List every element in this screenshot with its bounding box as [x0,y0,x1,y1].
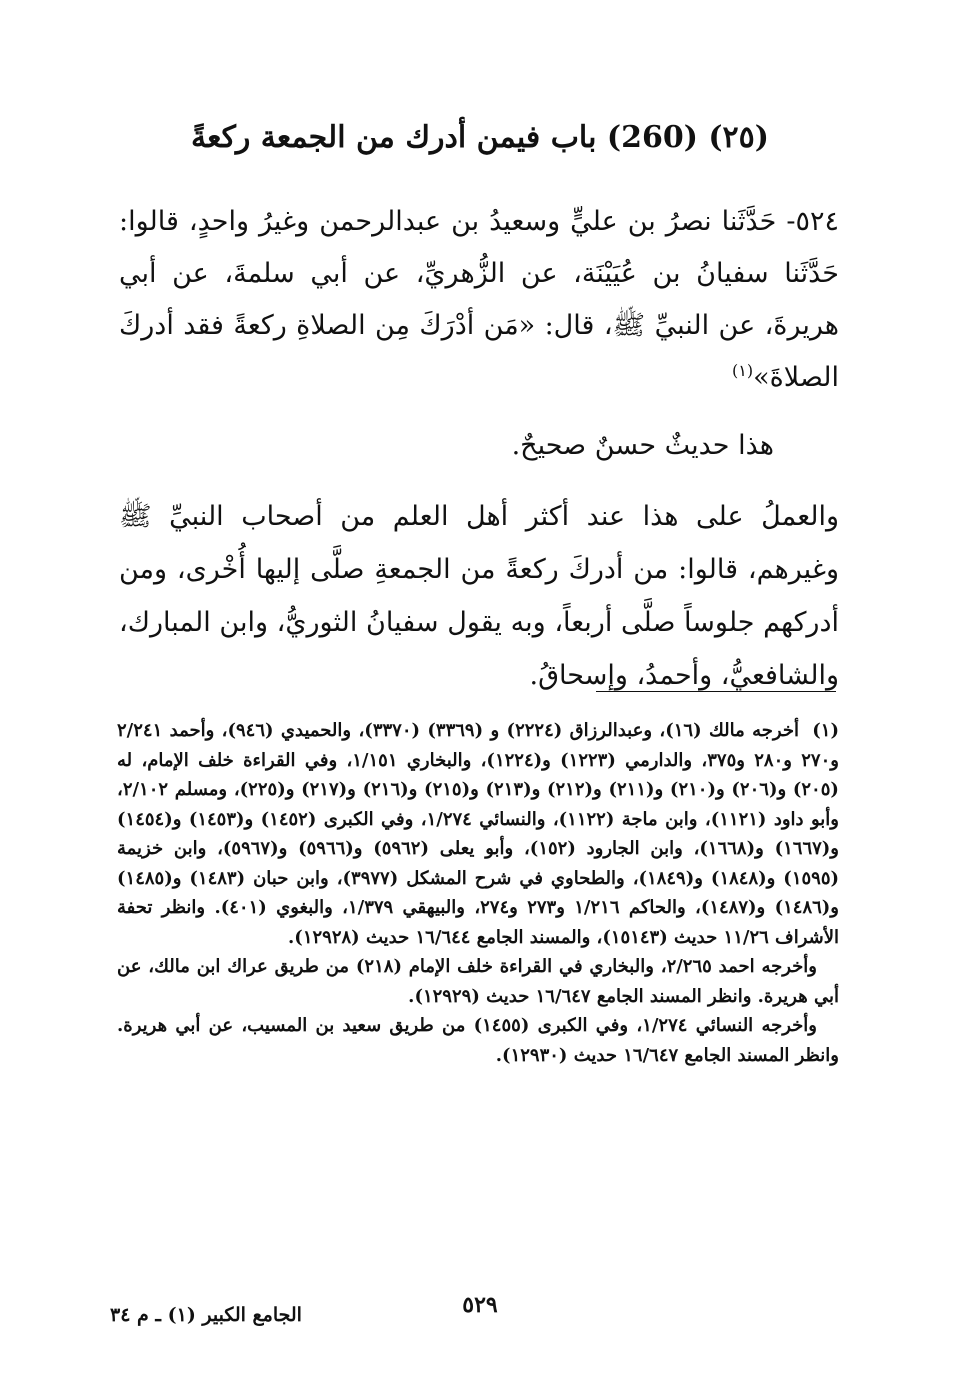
page-number: ٥٢٩ [462,1292,498,1318]
footnote-text-1: أخرجه مالك (١٦)، وعبدالرزاق (٢٢٢٤) و (٣٣٦٩) (٣٣٧٠)، والحميدي (٩٤٦)، وأحمد ٢/٢٤١ و٢٧٠ و٢٨٠ و٣٧٥، والدارمي (١٢٢٣) و(١٢٢٤)، والبخاري ١/١٥١، وفي القراءة خلف الإمام، له (٢٠٥) و(٢٠٦) و(٢١٠) و(٢١١) و(٢١٢) و(٢١٣) و(٢١٥) و(٢١٦) و(٢١٧) و(٢٢٥)، ومسلم ٢/١٠٢، وأبو داود (١١٢١)، وابن ماجة (١١٢٢)، والنسائي ١/٢٧٤، وفي الكبرى (١٤٥٢) و(١٤٥٣) و(١٤٥٤) و(١٦٦٧) و(١٦٦٨)، وابن الجارود (١٥٢)، وأبو يعلى (٥٩٦٢) و(٥٩٦٦) و(٥٩٦٧)، وابن خزيمة (١٥٩٥) و(١٨٤٨) و(١٨٤٩)، والطحاوي في شرح المشكل (٣٩٧٧)، وابن حبان (١٤٨٣) و(١٤٨٥) و(١٤٨٦) و(١٤٨٧)، والحاكم ١/٢١٦ و٢٧٣ و٢٧٤، والبيهقي ١/٣٧٩، والبغوي (٤٠١). وانظر تحفة الأشراف ١١/٢٦ حديث (١٥١٤٣)، والمسند الجامع ١٦/٦٤٤ حديث (١٢٩٢٨). [117,720,840,948]
chapter-title: (٢٥) (260) باب فيمن أدرك من الجمعة ركعةً [191,120,769,155]
footnote-reference[interactable]: (١) [731,361,754,380]
footnote-paragraph-1 [117,716,839,952]
hadith-text-block [119,196,839,404]
footnote-divider [596,691,836,692]
footnote-paragraph-3: وأخرجه النسائي ١/٢٧٤، وفي الكبرى (١٤٥٥) من طريق سعيد بن المسيب، عن أبي هريرة. وانظر المسند الجامع ١٦/٦٤٧ حديث (١٢٩٣٠). [117,1015,839,1066]
hadith-grading: هذا حديثٌ حسنٌ صحيحٌ. [511,430,774,461]
footnote-number: (١) [812,720,839,741]
hadith-text: ٥٢٤- حَدَّثَنا نصرُ بن عليٍّ وسعيدُ بن عبدالرحمن وغيرُ واحدٍ، قالوا: حَدَّثَنا سفيانُ بن عُيَيْنَة، عن الزُّهريِّ، عن أبي سلمةَ، عن أبي هريرةَ، عن النبيِّ ﷺ، قال: «مَن أدْرَكَ مِن الصلاةِ ركعةً فقد أدركَ الصلاةَ» [119,206,839,393]
commentary-paragraph: والعملُ على هذا عند أكثر أهل العلم من أصحاب النبيِّ ﷺ وغيرهم، قالوا: من أدركَ ركعةً من الجمعةِ صلَّى إليها أُخْرى، ومن أدركهم جلوساً صلَّى أربعاً، وبه يقول سفيانُ الثوريُّ، وابن المبارك، والشافعيُّ، وأحمدُ، وإسحاقُ. [119,501,839,691]
printer-signature: الجامع الكبير (١) ـ م ٣٤ [110,1304,302,1326]
footnote-block [117,716,839,1070]
footnote-paragraph-2: وأخرجه احمد ٢/٢٦٥، والبخاري في القراءة خلف الإمام (٢١٨) من طريق عراك ابن مالك، عن أبي هريرة. وانظر المسند الجامع ١٦/٦٤٧ حديث (١٢٩٢٩). [117,956,839,1007]
